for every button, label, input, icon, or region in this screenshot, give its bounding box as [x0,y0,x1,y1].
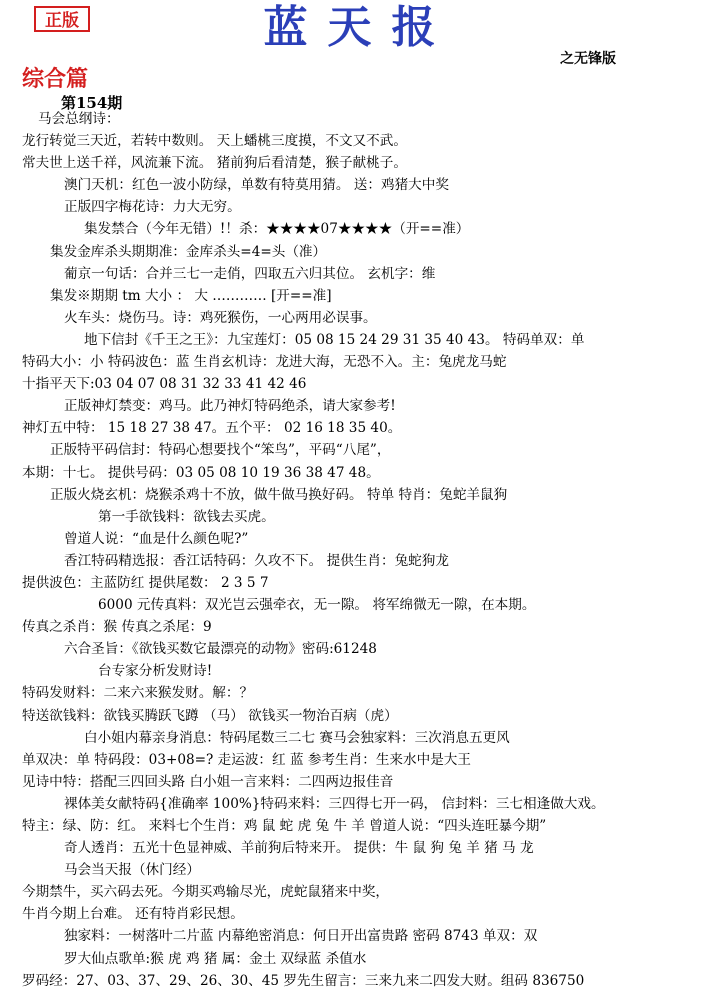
text-line: 特码大小：小 特码波色：蓝 生肖玄机诗：龙进大海，无恐不入。主：兔虎龙马蛇 [22,354,507,371]
text-line: 集发※期期 tm 大小 ： 大 ………… [开==准] [50,287,332,304]
text-line: 澳门天机：红色一波小防绿，单数有特莫用猜。 送：鸡猪大中奖 [64,177,449,194]
text-line: 见诗中特：搭配三四回头路 白小姐一言来料：二四两边报佳音 [22,773,394,790]
text-line: 特码发财料：二来六来猴发财。解：？ [22,685,254,702]
text-line: 集发禁合（今年无错）!！杀：★★★★07★★★★（开==准） [84,221,470,238]
text-line: 香江特码精选报：香江话特码：久攻不下。 提供生肖：兔蛇狗龙 [64,552,449,569]
text-line: 常夫世上送千祥，风流兼下流。 猪前狗后看清楚，猴子献桃子。 [22,155,407,172]
text-line: 正版特平码信封：特码心想要找个“笨鸟”，平码“八尾”， [50,442,391,459]
text-line: 集发金库杀头期期准：金库杀头=4=头（准） [50,243,327,260]
edition-label: 之无锋版 [560,51,616,67]
text-line: 正版神灯禁变：鸡马。此乃神灯特码绝杀，请大家参考! [64,398,396,415]
text-line: 本期：十七。 提供号码：03 05 08 10 19 36 38 47 48。 [22,464,380,481]
text-line: 曾道人说：“血是什么颜色呢?” [64,530,249,547]
text-line: 十指平天下:03 04 07 08 31 32 33 41 42 46 [22,376,307,393]
text-line: 白小姐内幕亲身消息：特码尾数三二七 赛马会独家料：三次消息五更风 [84,729,510,746]
section-heading: 综合篇 [22,66,89,92]
text-line: 今期禁牛，买六码去死。今期买鸡输尽光，虎蛇鼠猪来中奖， [22,884,390,901]
text-line: 独家料：一树落叶二片蓝 内幕绝密消息：何日开出富贵路 密码 8743 单双：双 [64,928,538,945]
text-line: 火车头：烧伤马。诗：鸡死猴伤，一心两用必误事。 [64,309,377,326]
article-body [0,108,719,992]
text-line: 牛肖今期上台难。 还有特肖彩民想。 [22,906,244,923]
text-line: 罗码经：27、03、37、29、26、30、45 罗先生留言：三来九来二四发大财。组码 836750 [22,972,585,989]
text-line: 奇人透肖：五光十色显神威、羊前狗后特来开。 提供：牛 鼠 狗 兔 羊 猪 马 龙 [64,840,534,857]
text-line: 裸体美女献特码{准确率 100%}特码来料：三四得七开一码， 信封料：三七相逢做大戏。 [64,795,605,812]
text-line: 台专家分析发财诗! [98,663,213,680]
text-line: 正版火烧玄机：烧猴杀鸡十不放，做牛做马换好码。 特单 特肖：兔蛇羊鼠狗 [50,486,508,503]
text-line: 罗大仙点歌单:猴 虎 鸡 猪 属：金土 双绿蓝 杀值水 [64,950,367,967]
issue-number: 第154期 [61,94,123,112]
text-line: 马会当天报（休门经） [64,862,200,879]
text-line: 正版四字梅花诗：力大无穷。 [64,199,241,216]
text-line: 单双决：单 特码段：03+08=? 走运波：红 蓝 参考生肖：生来水中是大王 [22,751,471,768]
text-line: 特主：绿、防：红。 来料七个生肖：鸡 鼠 蛇 虎 兔 牛 羊 曾道人说：“四头连旺暴今期” [22,818,547,834]
text-line: 神灯五中特： 15 18 27 38 47。五个平： 02 16 18 35 40。 [22,420,402,437]
text-line: 龙行转觉三天近，若转中数则。 天上蟠桃三度摸，不文又不武。 [22,133,407,150]
text-line: 传真之杀肖：猴 传真之杀尾：9 [22,619,212,636]
text-line: 特送欲钱料：欲钱买腾跃飞蹲 （马） 欲钱买一物治百病（虎） [22,707,398,724]
text-line: 地下信封《千王之王》：九宝莲灯：05 08 15 24 29 31 35 40 43。 特码单双：单 [84,331,585,348]
text-line: 提供波色：主蓝防红 提供尾数： 2 3 5 7 [22,574,269,591]
authentic-badge: 正版 [34,6,90,32]
newspaper-title: 蓝天报 [263,2,456,53]
text-line: 六合圣旨：《欲钱买数它最漂亮的动物》密码:61248 [64,641,377,658]
text-line: 葡京一句话：合并三七一走俏，四取五六归其位。 玄机字：维 [64,265,436,282]
text-line: 6000 元传真料：双光岂云强牵衣，无一隙。 将军绵微无一隙，在本期。 [98,597,536,614]
text-line: 马会总纲诗： [38,111,120,127]
text-line: 第一手欲钱料：欲钱去买虎。 [98,508,275,525]
